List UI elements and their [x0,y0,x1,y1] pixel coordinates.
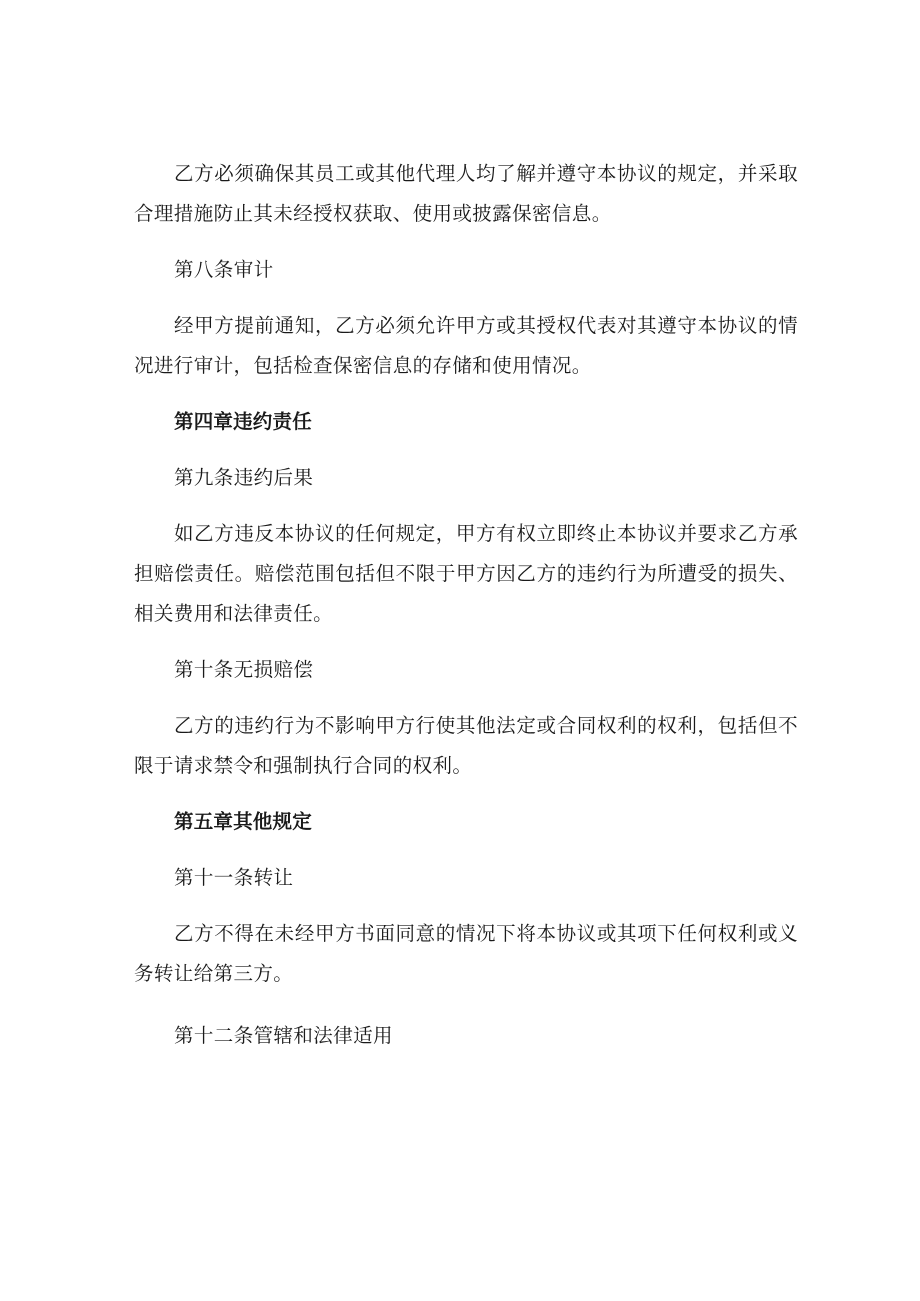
article-8-heading: 第八条审计 [174,258,274,281]
paragraph-breach-consequences: 如乙方违反本协议的任何规定，甲方有权立即终止本协议并要求乙方承担赔偿责任。赔偿范围包括但不限于甲方因乙方的违约行为所遭受的损失、相关费用和法律责任。 [134,522,798,625]
paragraph-audit: 经甲方提前通知，乙方必须允许甲方或其授权代表对其遵守本协议的情况进行审计，包括检查保密信息的存储和使用情况。 [134,314,798,377]
chapter-5-heading: 第五章其他规定 [174,810,312,833]
article-10-heading: 第十条无损赔偿 [174,658,314,681]
article-11-heading: 第十一条转让 [174,866,294,889]
paragraph-other-rights: 乙方的违约行为不影响甲方行使其他法定或合同权利的权利，包括但不限于请求禁令和强制执行合同的权利。 [134,714,798,777]
paragraph-confidentiality-obligation: 乙方必须确保其员工或其他代理人均了解并遵守本协议的规定，并采取合理措施防止其未经授权获取、使用或披露保密信息。 [134,162,798,225]
document-body [134,154,798,1056]
article-9-heading: 第九条违约后果 [174,466,314,489]
chapter-4-heading: 第四章违约责任 [174,410,312,433]
article-12-heading: 第十二条管辖和法律适用 [174,1024,393,1047]
paragraph-assignment: 乙方不得在未经甲方书面同意的情况下将本协议或其项下任何权利或义务转让给第三方。 [134,922,798,985]
